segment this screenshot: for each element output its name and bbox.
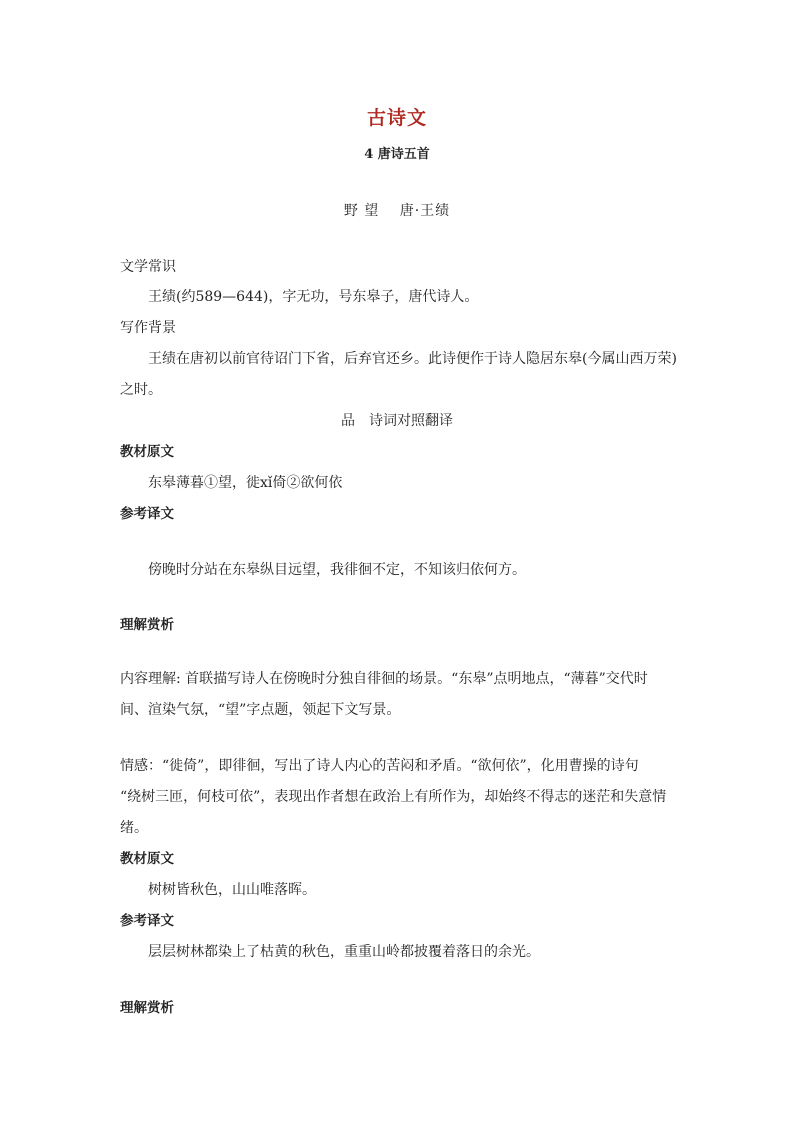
translation-text-1: 傍晚时分站在东皋纵目远望，我徘徊不定，不知该归依何方。: [148, 562, 526, 578]
background-text-line-2: 之时。: [120, 382, 162, 398]
analysis-emotion-line-1: 情感：“徙倚”，即徘徊，写出了诗人内心的苦闷和矛盾。“欲何依”，化用曹操的诗句: [120, 758, 639, 774]
label-analysis-2: 理解赏析: [120, 1000, 174, 1016]
analysis-content-line-2: 间、渲染气氛，“望”字点题，领起下文写景。: [120, 702, 401, 718]
original-text-1: 东皋薄暮①望，徙xǐ倚②欲何依: [148, 475, 343, 491]
page-title: 古诗文: [366, 107, 427, 129]
label-original-text-2: 教材原文: [120, 851, 174, 867]
label-analysis-1: 理解赏析: [120, 617, 174, 633]
translation-text-2: 层层树林都染上了枯黄的秋色，重重山岭都披覆着落日的余光。: [148, 944, 540, 960]
label-original-text-1: 教材原文: [120, 444, 174, 460]
background-text-line-1: 王绩在唐初以前官待诏门下省，后弃官还乡。此诗便作于诗人隐居东皋(今属山西万荣): [148, 351, 677, 367]
analysis-content-line-1: 内容理解: 首联描写诗人在傍晚时分独自徘徊的场景。“东皋”点明地点，“薄暮”交代时: [120, 671, 648, 687]
section-label-background: 写作背景: [120, 320, 176, 336]
analysis-emotion-line-3: 绪。: [120, 820, 148, 836]
original-text-2: 树树皆秋色，山山唯落晖。: [148, 882, 316, 898]
section-label-literary-knowledge: 文学常识: [120, 259, 176, 275]
lesson-subtitle: 4 唐诗五首: [364, 147, 430, 162]
poem-heading: 野 望 唐·王绩: [343, 203, 451, 219]
label-translation-2: 参考译文: [120, 913, 174, 929]
section-heading-translation: 品 诗词对照翻译: [341, 413, 453, 429]
label-translation-1: 参考译文: [120, 506, 174, 522]
literary-knowledge-text: 王绩(约589—644)，字无功，号东皋子，唐代诗人。: [148, 289, 479, 305]
analysis-emotion-line-2: “绕树三匝，何枝可依”，表现出作者想在政治上有所作为，却始终不得志的迷茫和失意情: [120, 789, 667, 805]
